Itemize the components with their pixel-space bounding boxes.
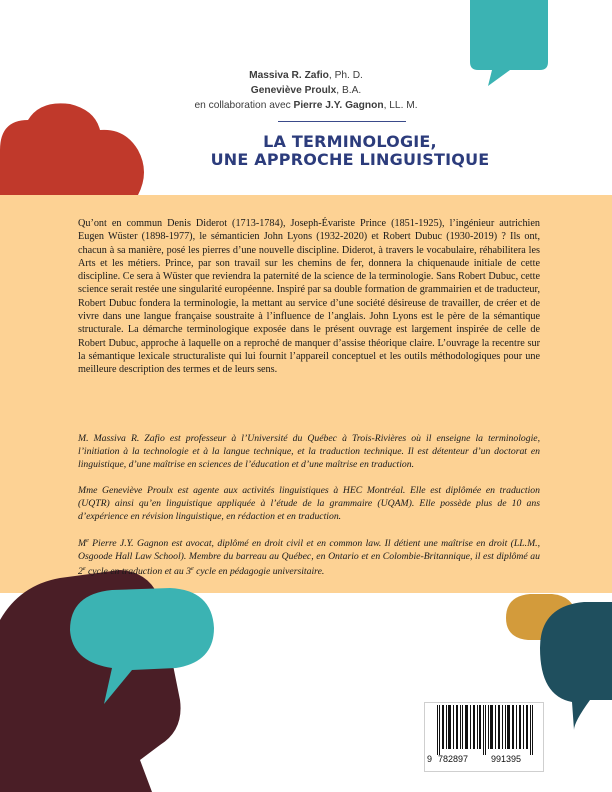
barcode-bars — [433, 705, 537, 755]
author-title-1: , Ph. D. — [328, 70, 363, 81]
red-cloud-bubble — [0, 103, 144, 195]
bio-gagnon-prefix: M — [78, 538, 87, 550]
bio-gagnon — [78, 535, 540, 579]
author-line-2 — [0, 83, 612, 98]
author-line-3 — [0, 98, 612, 113]
collaboration-prefix: en collaboration avec — [194, 100, 294, 111]
book-title — [150, 133, 550, 169]
isbn-digit-prefix: 9 — [427, 754, 433, 764]
author-title-3: , LL. M. — [383, 100, 418, 111]
author-block — [0, 68, 612, 113]
bio-zafio: M. Massiva R. Zafio est professeur à l’Université du Québec à Trois-Rivières où il enseigne la terminologie, l’initiation à la technologie et à la langue technique, et la traduction technique. Il est détenteur d’un doctorat en linguistique, d’une maîtrise en sciences de l’éducation et d’une maîtrise en traduction. — [78, 433, 540, 471]
isbn-barcode — [424, 702, 544, 772]
author-title-2: , B.A. — [336, 85, 362, 96]
author-name-1: Massiva R. Zafio — [249, 70, 329, 81]
dark-teal-speech-bubble — [540, 602, 612, 730]
title-divider — [278, 121, 406, 122]
author-name-2: Geneviève Proulx — [250, 85, 337, 96]
bio-gagnon-sup-2: e — [82, 566, 86, 573]
bio-proulx: Mme Geneviève Proulx est agente aux activités linguistiques à HEC Montréal. Elle est diplômée en traduction (UQTR) ainsi qu’en linguistique appliquée à l’étude de la grammaire (UQAM). Elle possède plus de 10 ans d’expérience en révision linguistique, en rédaction et en traduction. — [78, 485, 540, 523]
author-name-3: Pierre J.Y. Gagnon — [293, 100, 384, 111]
bio-gagnon-text-2: cycle en traduction et au 3 — [85, 566, 191, 578]
book-summary: Qu’ont en commun Denis Diderot (1713-1784), Joseph-Évariste Prince (1851-1925), l’ingénieur autrichien Eugen Wüster (1898-1977), le sémanticien John Lyons (1932-2020) et Robert Dubuc (1930-2019) ? Ils ont, chacun à sa manière, posé les pierres d’une nouvelle discipline. Diderot, à travers le vocabulaire, réhabilitera les Arts et les métiers. Prince, par son travail sur les chemins de fer, donnera la chiquenaude initiale de cette discipline. Ce sera à Wüster que reviendra la paternité de la science de la terminologie. Sans Robert Dubuc, cette science serait restée une singularité européenne. Inspiré par sa double formation de grammairien et de traducteur, Robert Dubuc fondera la terminologie, la mettant au service d’une société désireuse de travailler, de créer et de vivre dans une langue française soustraite à l’influence de l’anglais. John Lyons est le père de la sémantique structurale. La démarche terminologique exposée dans le présent ouvrage est largement inspirée de celle de Robert Dubuc, approche à laquelle on a reproché de manquer d’assise théorique claire. L’ouvrage la recentre sur la sémantique lexicale structuraliste qui lui fournit l’appareil conceptuel et les outils méthodologiques pour une meilleure description des termes et de leurs sens. — [78, 218, 540, 376]
bio-gagnon-sup-3: e — [190, 566, 194, 573]
bio-gagnon-sup: e — [86, 538, 89, 544]
isbn-group-2: 991395 — [491, 754, 522, 764]
author-line-1 — [0, 68, 612, 83]
isbn-group-1: 782897 — [438, 754, 469, 764]
bio-gagnon-text-1: Pierre J.Y. Gagnon est avocat, diplômé en droit civil et en common law. Il détient une maîtrise en droit (LL.M., Osgoode Hall Law School). Membre du barreau au Québec, en Ontario et en Colombie-Britannique, il est diplômé au 2 — [78, 538, 540, 578]
title-line-1: LA TERMINOLOGIE, — [263, 132, 437, 151]
bio-gagnon-text-3: cycle en pédagogie universitaire. — [193, 566, 325, 578]
title-line-2: UNE APPROCHE LINGUISTIQUE — [210, 150, 490, 169]
